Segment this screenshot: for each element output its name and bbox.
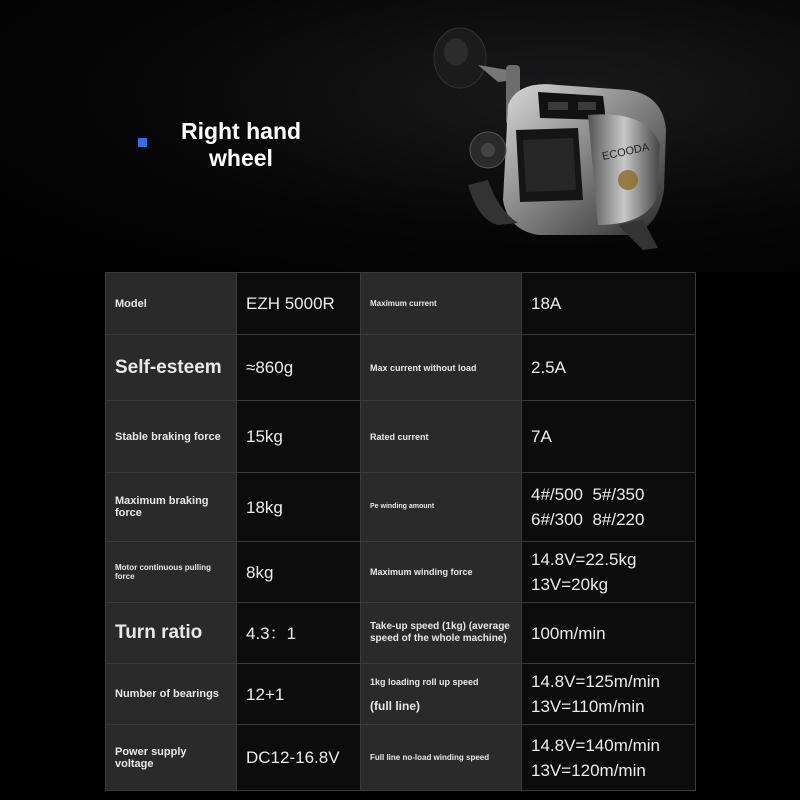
spec-label: Motor continuous pulling force [106,542,237,603]
spec-value: 18A [522,273,696,335]
spec-value: 4.3：1 [237,603,361,664]
spec-value: DC12-16.8V [237,725,361,791]
table-row [106,473,696,542]
hero-banner [0,0,800,272]
spec-label [361,664,522,725]
spec-value-line: 14.8V=125m/min [531,672,660,691]
table-row [106,725,696,791]
table-row [106,542,696,603]
spec-label: Turn ratio [106,603,237,664]
spec-value: 2.5A [522,335,696,401]
spec-value-line: 14.8V=22.5kg [531,550,637,569]
spec-value: 100m/min [522,603,696,664]
spec-label: Power supply voltage [106,725,237,791]
spec-label-line: 1kg loading roll up speed [370,677,479,687]
spec-value-line: 14.8V=140m/min [531,735,660,755]
spec-label: Full line no-load winding speed [361,725,522,791]
spec-value: 15kg [237,401,361,473]
spec-label: Pe winding amount [361,473,522,542]
spec-value [522,664,696,725]
fishing-reel-image [428,10,688,265]
spec-value-line: 13V=20kg [531,575,609,594]
spec-value [522,725,696,791]
hero-title: Right hand wheel [180,118,302,171]
spec-label: Take-up speed (1kg) (average speed of the whole machine) [361,603,522,664]
spec-value: ≈860g [237,335,361,401]
hero-label [138,118,311,172]
spec-value-line: 13V=110m/min [531,697,645,716]
spec-value: 8kg [237,542,361,603]
table-row [106,664,696,725]
spec-label-line: (full line) [370,699,420,713]
spec-value [522,542,696,603]
table-row [106,401,696,473]
spec-value [522,473,696,542]
spec-value-line: 4#/500 5#/350 [531,485,645,504]
spec-value: EZH 5000R [237,273,361,335]
spec-label: Max current without load [361,335,522,401]
spec-label: Rated current [361,401,522,473]
spec-table [105,272,696,791]
table-row [106,603,696,664]
table-row [106,273,696,335]
spec-value: 12+1 [237,664,361,725]
spec-label: Maximum current [361,273,522,335]
table-row [106,335,696,401]
reel-brand-label: ECOODA [601,141,651,163]
spec-value: 7A [522,401,696,473]
spec-value-line: 6#/300 8#/220 [531,510,645,529]
spec-value-line: 13V=120m/min [531,760,646,780]
spec-label: Maximum winding force [361,542,522,603]
spec-label: Stable braking force [106,401,237,473]
spec-value: 18kg [237,473,361,542]
spec-label: Self-esteem [106,335,237,401]
spec-label: Number of bearings [106,664,237,725]
blue-square-bullet-icon [138,138,147,147]
spec-label: Model [106,273,237,335]
spec-label: Maximum braking force [106,473,237,542]
